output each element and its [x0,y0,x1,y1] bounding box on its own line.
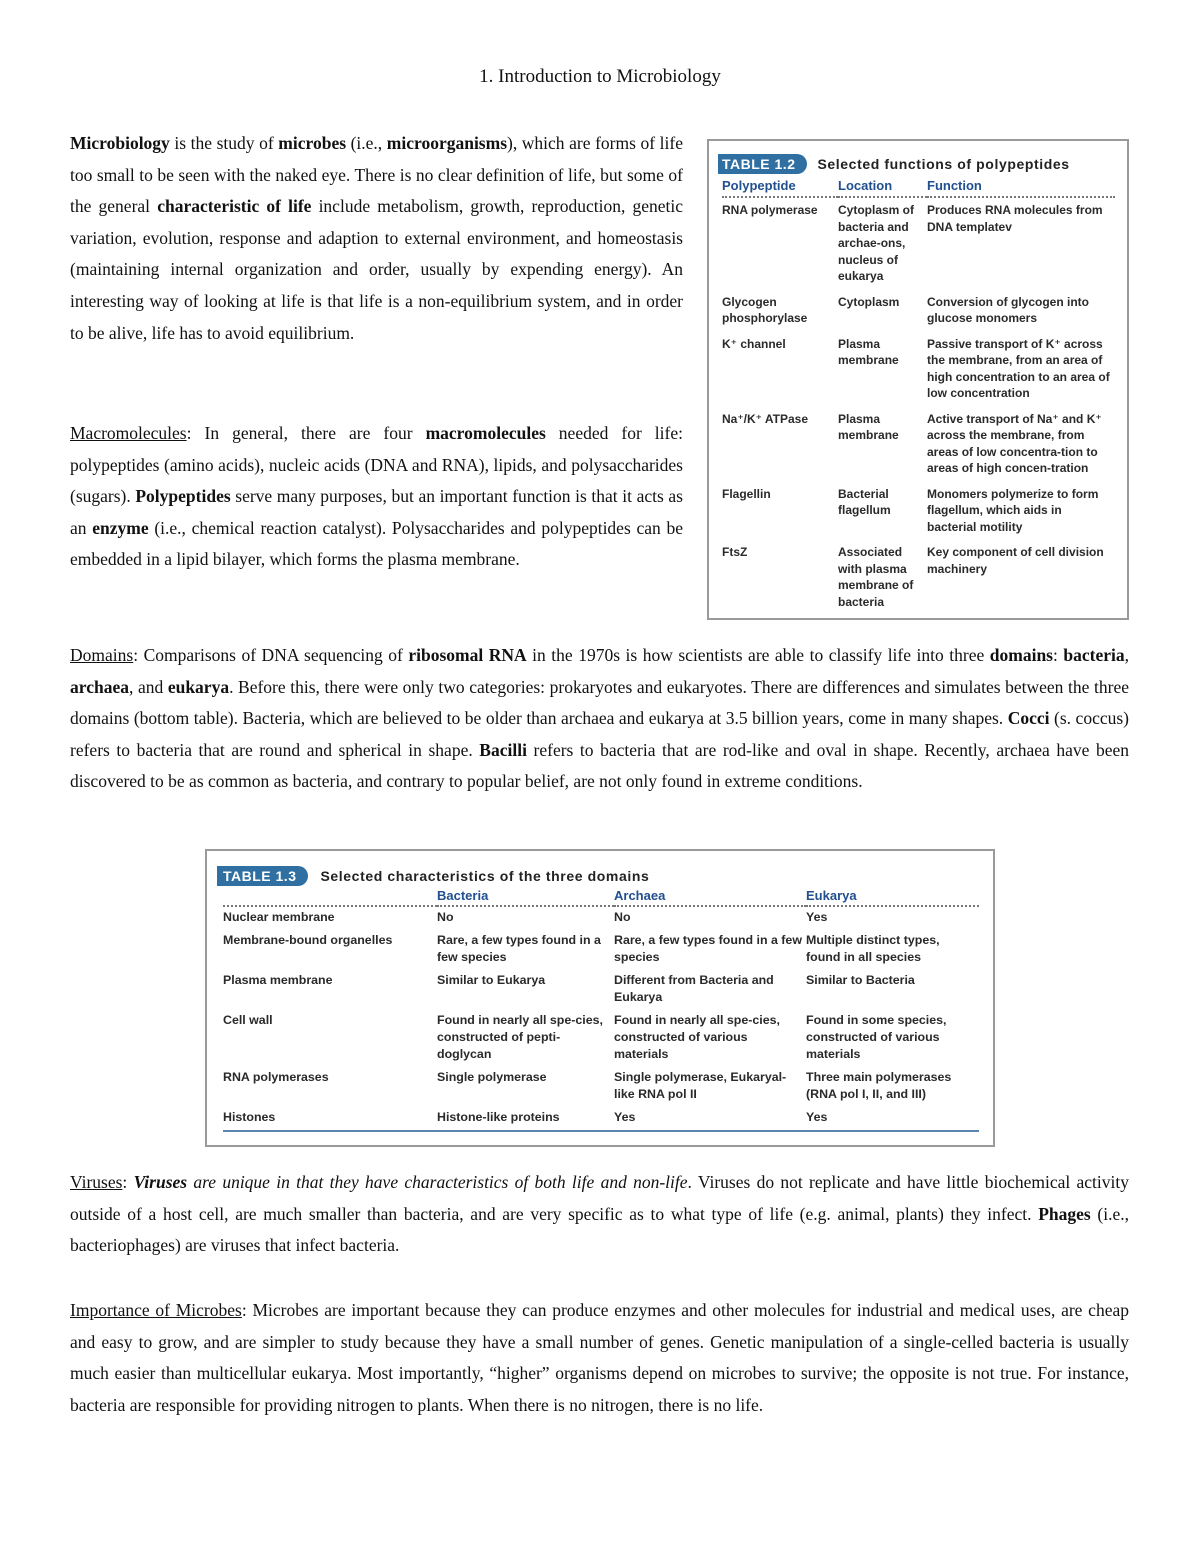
table-1-2 [707,139,1129,620]
importance-paragraph: Importance of Microbes: Microbes are important because they can produce enzymes and other molecules for industrial and medical uses, are cheap and easy to grow, and are simpler to study because they have a small number of genes. Genetic manipulation of a single-celled bacteria is usually much easier than multicellular eukarya. Most importantly, “higher” organisms depend on microbes to survive; the opposite is not true. For instance, bacteria are responsible for providing nitrogen to plants. When there is no nitrogen, there is no life. [70,1300,1129,1415]
table-cell: No [614,910,631,924]
table-row [722,290,1115,332]
term-microorganisms: microorganisms [386,133,507,153]
table-header-row [223,887,979,906]
term-microbes: microbes [278,133,347,153]
term-characteristic-of-life: characteristic of life [157,196,312,217]
viruses-paragraph: Viruses: Viruses are unique in that they have characteristics of both life and non-life. Viruses do not replicate and have little biochemical activity outside of a host cell, are much smaller than bacteria, and are very specific as to what type of life (e.g. animal, plants) they infect. Phages (i.e., bacteriophages) are viruses that infect bacteria. [70,1172,1129,1256]
table-cell: Plasma membrane [223,973,333,987]
table-cell: Found in nearly all spe-cies, constructed of various materials [614,1013,780,1061]
table-cell: Produces RNA molecules from DNA templatev [927,203,1103,234]
data-table [223,887,979,1132]
table-1-3 [205,849,995,1147]
table-cell: RNA polymerase [722,203,818,217]
section-heading-macromolecules: Macromolecules [70,423,187,443]
table-cell: Cytoplasm [838,294,900,309]
table-row [223,1067,979,1107]
table-cell: Found in nearly all spe-cies, constructed of pepti-doglycan [437,1013,603,1061]
table-row [722,482,1115,541]
table-cell: Flagellin [722,486,771,501]
term-domains: domains [989,645,1053,665]
table-row [722,540,1115,615]
table-cell: Monomers polymerize to form flagellum, which aids in bacterial motility [927,486,1099,534]
table-cell: No [437,910,454,924]
table-row [223,1010,979,1067]
table-title: Selected functions of polypeptides [817,156,1070,172]
table-cell: Key component of cell division machinery [927,545,1104,576]
term-cocci: Cocci [1007,708,1050,729]
table-cell: Histones [223,1107,437,1131]
column-header: Archaea [614,887,806,906]
term-enzyme: enzyme [92,517,149,538]
table-caption [223,865,979,887]
column-header: Bacteria [437,887,614,906]
table-cell: Plasma membrane [838,411,899,442]
term-bacteria: bacteria [1063,645,1125,665]
table-badge: TABLE 1.3 [217,866,308,886]
term-ribosomal-rna: ribosomal RNA [408,645,527,665]
table-cell: Passive transport of K⁺ across the membrane, from an area of high concentration to an area of low concentration [927,336,1110,400]
table-cell: FtsZ [722,545,748,559]
term-polypeptides: Polypeptides [135,486,231,507]
column-header: Location [838,177,927,197]
page-title: 1. Introduction to Microbiology [479,66,721,87]
table-badge: TABLE 1.2 [718,154,807,174]
section-heading-domains: Domains [70,645,134,665]
table-row [223,930,979,970]
table-cell: Multiple distinct types, found in all species [806,933,940,964]
table-row [722,197,1115,290]
table-cell: K⁺ channel [722,336,786,351]
column-header: Eukarya [806,887,979,906]
table-cell: Similar to Bacteria [806,973,915,987]
table-cell: Yes [614,1107,806,1131]
term-eukarya: eukarya [167,676,230,697]
table-row [722,407,1115,482]
column-header: Function [927,177,1115,197]
table-cell: Cell wall [223,1013,273,1027]
table-cell: Single polymerase, Eukaryal-like RNA pol II [614,1070,787,1101]
table-caption [722,153,1115,175]
term-microbiology: Microbiology [70,133,170,153]
term-viruses: Viruses [133,1172,188,1192]
term-phages: Phages [1038,1203,1091,1224]
table-cell: Rare, a few types found in a few species [614,933,802,964]
domains-paragraph: Domains: Comparisons of DNA sequencing of ribosomal RNA in the 1970s is how scientists are able to classify life into three domains: bacteria, archaea, and eukarya. Before this, there were only two categories: prokaryotes and eukaryotes. There are differences and simulates between the three domains (bottom table). Bacteria, which are believed to be older than archaea and eukarya at 3.5 billion years, come in many shapes. Cocci (s. coccus) refers to bacteria that are round and spherical in shape. Bacilli refers to bacteria that are rod-like and oval in shape. Recently, archaea have been discovered to be as common as bacteria, and contrary to popular belief, are not only found in extreme conditions. [70,645,1129,792]
table-cell: Single polymerase [437,1070,547,1084]
table-cell: Plasma membrane [838,336,899,367]
column-header [223,887,437,906]
table-cell: Glycogen phosphorylase [722,294,808,325]
table-row [223,970,979,1010]
term-archaea: archaea [70,676,129,697]
table-cell: Conversion of glycogen into glucose monomers [927,294,1090,325]
section-heading-viruses: Viruses [70,1172,123,1192]
table-title: Selected characteristics of the three domains [320,868,650,884]
table-cell: Cytoplasm of bacteria and archae-ons, nucleus of eukarya [838,203,915,283]
column-header: Polypeptide [722,177,838,197]
table-cell: Yes [806,910,828,924]
table-row [223,906,979,930]
term-bacilli: Bacilli [479,739,527,760]
table-cell: Active transport of Na⁺ and K⁺ across the membrane, from areas of low concentra-tion to areas of high concen-tration [927,411,1102,475]
table-header-row [722,177,1115,197]
table-row [722,332,1115,407]
table-row [223,1107,979,1131]
table-cell: Bacterial flagellum [838,486,891,517]
table-cell: RNA polymerases [223,1070,329,1084]
table-cell: Different from Bacteria and Eukarya [614,973,774,1004]
table-cell: Rare, a few types found in a few species [437,933,601,964]
table-cell: Associated with plasma membrane of bacteria [838,545,914,609]
macromolecules-paragraph: Macromolecules: In general, there are four macromolecules needed for life: polypeptides (amino acids), nucleic acids (DNA and RNA), lipids, and polysaccharides (sugars). Polypeptides serve many purposes, but an important function is that it acts as an enzyme (i.e., chemical reaction catalyst). Polysaccharides and polypeptides can be embedded in a lipid bilayer, which forms the plasma membrane. [70,423,683,570]
table-cell: Na⁺/K⁺ ATPase [722,411,809,426]
data-table [722,177,1115,615]
term-macromolecules: macromolecules [425,423,546,443]
table-cell: Found in some species, constructed of various materials [806,1013,947,1061]
intro-paragraph: Microbiology is the study of microbes (i.e., microorganisms), which are forms of life too small to be seen with the naked eye. There is no clear definition of life, but some of the general characteristic of life include metabolism, growth, reproduction, genetic variation, evolution, response and adaption to external environment, and homeostasis (maintaining internal organization and order, usually by expending energy). An interesting way of looking at life is that life is a non-equilibrium system, and in order to be alive, life has to avoid equilibrium. [70,133,683,343]
table-cell: Nuclear membrane [223,910,335,924]
table-cell: Histone-like proteins [437,1107,614,1131]
table-cell: Similar to Eukarya [437,973,546,987]
table-cell: Three main polymerases (RNA pol I, II, and III) [806,1070,952,1101]
table-cell: Membrane-bound organelles [223,933,393,947]
section-heading-importance: Importance of Microbes [70,1300,242,1320]
table-cell: Yes [806,1107,979,1131]
